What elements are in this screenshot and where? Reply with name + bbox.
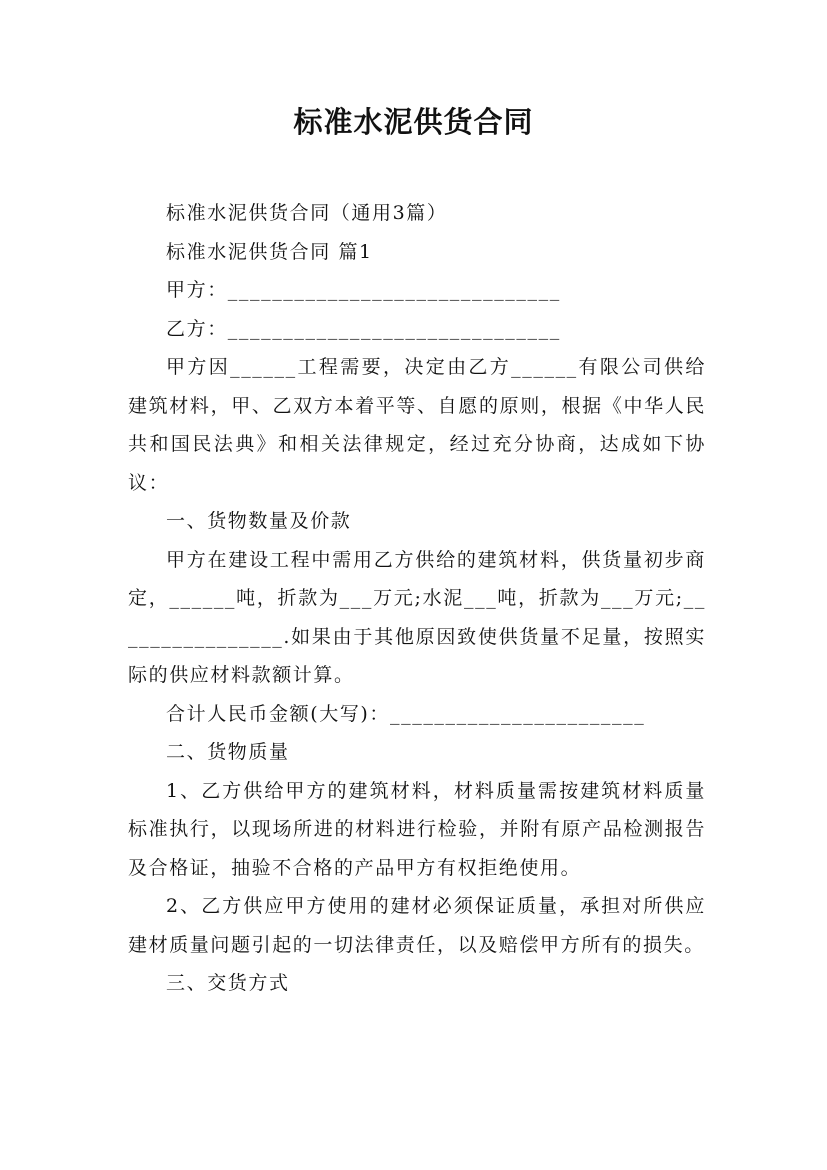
clause-paragraph: 2、乙方供应甲方使用的建材必须保证质量，承担对所供应建材质量问题引起的一切法律责任，以及赔偿甲方所有的损失。: [128, 895, 706, 956]
party-b-line: 乙方：______________________________: [166, 317, 561, 340]
document-body: [128, 194, 706, 1003]
subtitle-paragraph: 标准水泥供货合同（通用3篇）: [166, 202, 448, 224]
clause-paragraph: 1、乙方供给甲方的建筑材料，材料质量需按建筑材料质量标准执行，以现场所进的材料进行检验，并附有原产品检测报告及合格证，抽验不合格的产品甲方有权拒绝使用。: [128, 779, 706, 879]
party-a-line: 甲方：______________________________: [166, 279, 561, 301]
clause-paragraph: 甲方在建设工程中需用乙方供给的建筑材料，供货量初步商定，______吨，折款为___万元;水泥___吨，折款为___万元;________________.如果由于其他原因致使供货量不足量，按照实际的供应材料款额计算。: [128, 548, 706, 686]
clause-heading: 三、交货方式: [166, 972, 290, 994]
preamble-paragraph: 甲方因______工程需要，决定由乙方______有限公司供给建筑材料，甲、乙双方本着平等、自愿的原则，根据《中华人民共和国民法典》和相关法律规定，经过充分协商，达成如下协议：: [128, 356, 706, 494]
clause-heading: 二、货物质量: [166, 741, 290, 763]
section-heading: 标准水泥供货合同 篇1: [166, 240, 373, 263]
total-amount-line: 合计人民币金额(大写)：_______________________: [166, 702, 646, 725]
clause-heading: 一、货物数量及价款: [166, 510, 352, 532]
document-title: 标准水泥供货合同: [293, 105, 534, 139]
